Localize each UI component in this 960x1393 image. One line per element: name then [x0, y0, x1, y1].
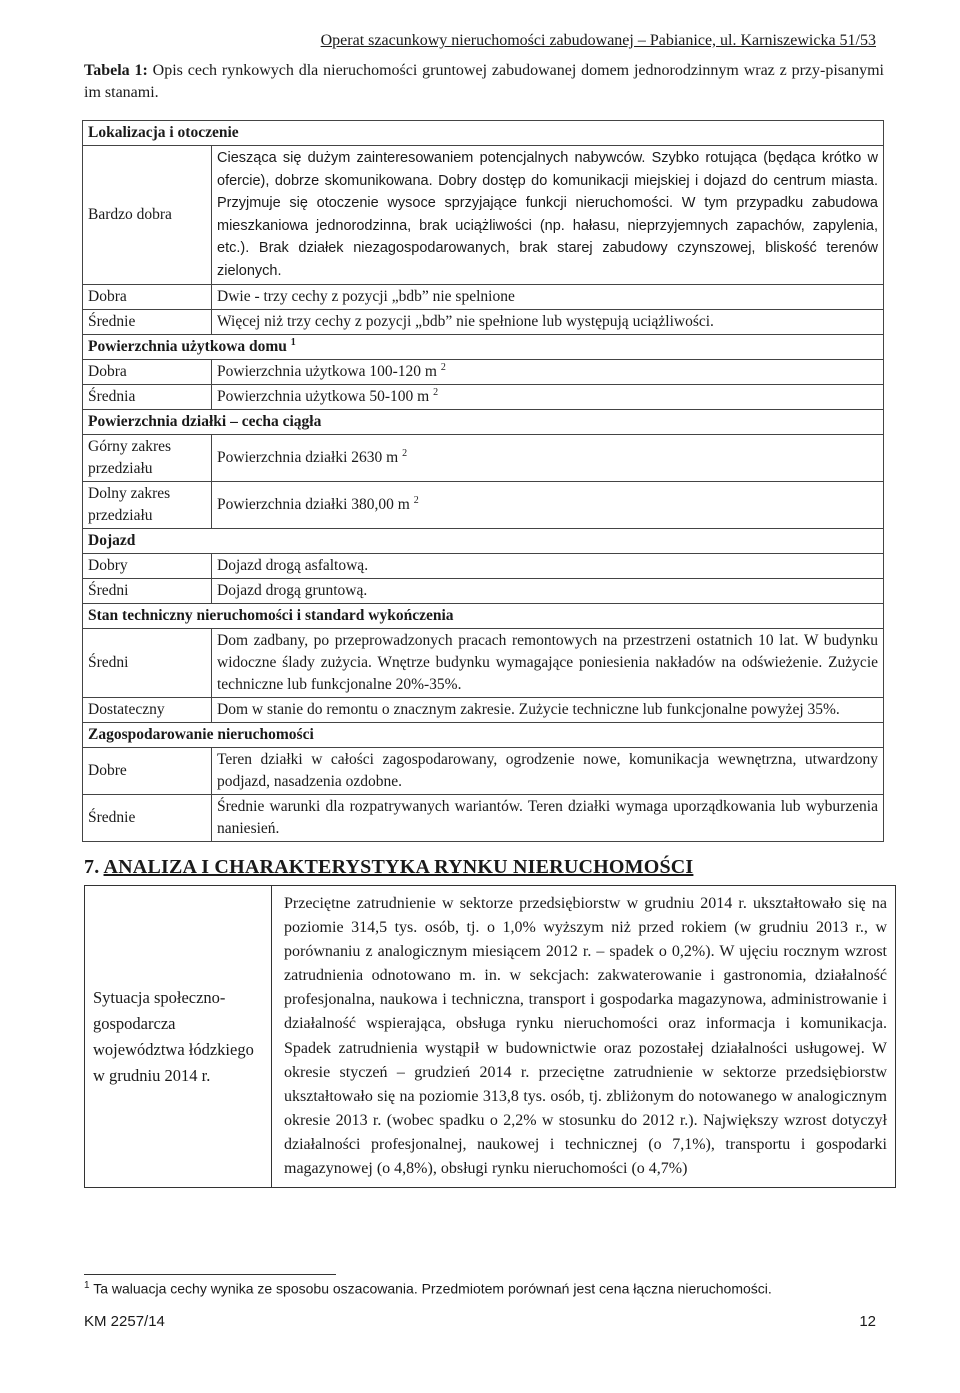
section-header-zagospodarowanie: Zagospodarowanie nieruchomości [83, 722, 884, 747]
caption-text: Opis cech rynkowych dla nieruchomości gruntowej zabudowanej domem jednorodzinnym wraz z przy-pisanymi im stanami. [84, 62, 884, 101]
footnote-text: Ta waluacja cechy wynika ze sposobu oszacowania. Przedmiotem porównań jest cena łączna nieruchomości. [89, 1280, 772, 1297]
row-description: Więcej niż trzy cechy z pozycji „bdb” nie spełnione lub występują uciążliwości. [212, 309, 884, 334]
row-label: Dostateczny [83, 697, 212, 722]
footnote-ref: 1 [290, 336, 296, 348]
page-footer [84, 1313, 876, 1330]
section-title: ANALIZA I CHARAKTERYSTYKA RYNKU NIERUCHOMOŚCI [103, 856, 694, 878]
row-description: Dwie - trzy cechy z pozycji „bdb” nie spelnione [212, 284, 884, 309]
row-description [212, 359, 884, 384]
document-number: KM 2257/14 [84, 1313, 165, 1330]
unit-exponent: 2 [413, 494, 419, 506]
row-value: Powierzchnia użytkowa 50-100 m [217, 387, 430, 405]
row-description: Dom w stanie do remontu o znacznym zakresie. Zużycie techniczne lub funkcjonalne powyżej 35%. [212, 697, 884, 722]
section-title: Powierzchnia użytkowa domu [88, 337, 287, 355]
unit-exponent: 2 [433, 386, 439, 398]
row-label: Dobra [83, 284, 212, 309]
footnote-mark: 1 [84, 1280, 90, 1291]
row-label: Średni [83, 628, 212, 697]
row-label: Średnie [83, 794, 212, 841]
row-label: Średnia [83, 384, 212, 409]
row-label: Dobre [83, 747, 212, 794]
section-header-powierzchnia-dzialki: Powierzchnia działki – cecha ciągła [83, 409, 884, 434]
row-description [212, 384, 884, 409]
unit-exponent: 2 [402, 447, 408, 459]
section-header-lokalizacja: Lokalizacja i otoczenie [83, 121, 884, 146]
section-header-powierzchnia-domu [83, 334, 884, 359]
row-description [212, 434, 884, 481]
market-features-table [82, 120, 884, 842]
unit-exponent: 2 [440, 361, 446, 373]
region-situation-label: Sytuacja społeczno-gospodarcza województwa łódzkiego w grudniu 2014 r. [85, 886, 272, 1188]
row-label: Górny zakres przedziału [83, 434, 212, 481]
row-value: Powierzchnia działki 380,00 m [217, 495, 410, 513]
row-description: Dojazd drogą gruntową. [212, 578, 884, 603]
footnote-divider [84, 1274, 336, 1275]
section-header-stan-techniczny: Stan techniczny nieruchomości i standard wykończenia [83, 603, 884, 628]
section-number: 7. [84, 856, 100, 878]
row-label: Średnie [83, 309, 212, 334]
footnote [84, 1280, 772, 1297]
row-label: Średni [83, 578, 212, 603]
caption-label: Tabela 1: [84, 62, 148, 79]
row-label: Dobry [83, 553, 212, 578]
row-label: Bardzo dobra [83, 146, 212, 285]
market-analysis-table [84, 885, 896, 1188]
row-label: Dolny zakres przedziału [83, 481, 212, 528]
page-number: 12 [859, 1313, 876, 1330]
region-situation-text: Przeciętne zatrudnienie w sektorze przedsiębiorstw w grudniu 2014 r. ukształtowało się na poziomie 314,5 tys. osób, tj. o 1,0% wyższym niż przed rokiem (w grudniu 2013 r., w porównaniu z analogicznym miesiącem 2012 r. – spadek o 0,2%). W ujęciu rocznym wzrost zatrudnienia odnotowano m. in. w sekcjach: zakwaterowanie i gastronomia, działalność profesjonalna, naukowa i techniczna, transport i gospodarka magazynowa, administrowanie i działalność wspierająca, obsługa rynku nieruchomości oraz informacja i komunikacja. Spadek zatrudnienia wystąpił w budownictwie oraz pozostałej działalności usługowej. W okresie styczeń – grudzień 2014 r. przeciętne zatrudnienie w sektorze przedsiębiorstw ukształtowało się na poziomie 313,8 tys. osób, tj. zbliżonym do notowanego w analogicznym okresie 2013 r. (wobec spadku o 2,2% w stosunku do 2012 r.). Największy wzrost dotyczył działalności profesjonalnej, naukowej i technicznej (o 7,1%), transportu i gospodarki magazynowej (o 4,8%), obsługi rynku nieruchomości (o 4,7%) [272, 886, 896, 1188]
section-header-dojazd: Dojazd [83, 528, 884, 553]
row-description: Dom zadbany, po przeprowadzonych pracach remontowych na przestrzeni ostatnich 10 lat. W budynku widoczne ślady zużycia. Wnętrze budynku wymagające poniesienia nakładów na odświeżenie. Zużycie techniczne lub funkcjonalne 20%-35%. [212, 628, 884, 697]
section-7-heading [84, 856, 693, 879]
row-description: Średnie warunki dla rozpatrywanych wariantów. Teren działki wymaga uporządkowania lub wyburzenia naniesień. [212, 794, 884, 841]
row-label: Dobra [83, 359, 212, 384]
running-header: Operat szacunkowy nieruchomości zabudowanej – Pabianice, ul. Karniszewicka 51/53 [320, 32, 876, 49]
row-value: Powierzchnia użytkowa 100-120 m [217, 362, 437, 380]
row-description: Teren działki w całości zagospodarowany, ogrodzenie nowe, komunikacja wewnętrzna, utwardzony podjazd, nasadzenia ozdobne. [212, 747, 884, 794]
row-description: Ciesząca się dużym zainteresowaniem potencjalnych nabywców. Szybko rotująca (będąca krótko w ofercie), dobrze skomunikowana. Dobry dostęp do komunikacji miejskiej i dojazd do centrum miasta. Przyjmuje się otoczenie wysoce sprzyjające funkcji nieruchomości. W tym przypadku zabudowa mieszkaniowa jednorodzinna, brak uciążliwości (np. hałasu, nieprzyjemnych zapachów, zapylenia, etc.). Brak działek niezagospodarowanych, brak starej zabudowy czynszowej, bliskość terenów zielonych. [212, 146, 884, 285]
row-value: Powierzchnia działki 2630 m [217, 448, 399, 466]
table-caption [84, 60, 884, 104]
row-description: Dojazd drogą asfaltową. [212, 553, 884, 578]
row-description [212, 481, 884, 528]
